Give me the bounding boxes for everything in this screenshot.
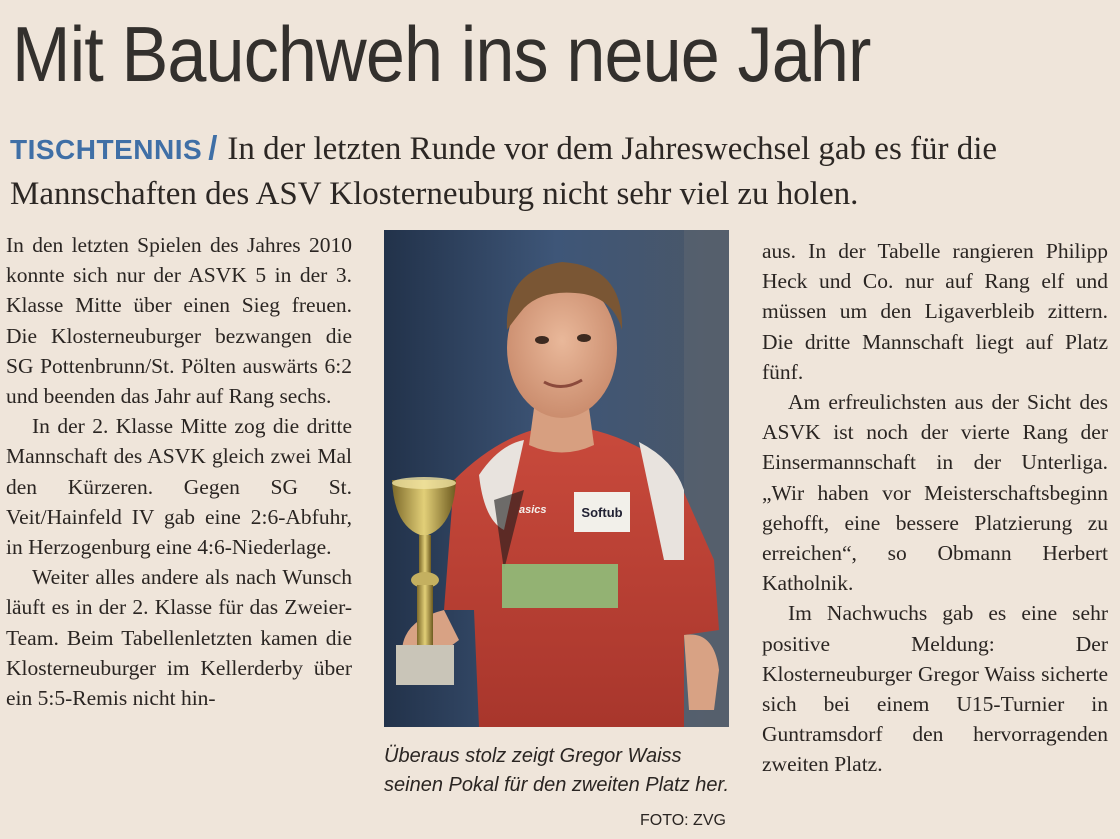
shirt-logo-label: asics	[519, 504, 547, 516]
paragraph: In der 2. Klasse Mitte zog die dritte Mannschaft des ASVK gleich zwei Mal den Kürzeren. Gegen SG St. Veit/Hainfeld IV gab eine 2:6-Abfuhr, in Herzogenburg eine 4:6-Niederlage.	[6, 414, 352, 560]
lead-paragraph	[10, 126, 1110, 216]
photo-credit: FOTO: ZVG	[640, 812, 726, 829]
photo-caption: Überaus stolz zeigt Gregor Waiss seinen Pokal für den zweiten Platz her.	[384, 745, 730, 796]
headline: Mit Bauchweh ins neue Jahr	[12, 10, 871, 98]
paragraph: Im Nachwuchs gab es eine sehr positive Meldung: Der Klosterneuburger Gregor Waiss sicherte sich bei einem U15-Turnier in Guntramsdorf den hervorragenden zweiten Platz.	[762, 601, 1108, 777]
kicker-separator: /	[208, 129, 218, 166]
article-photo	[384, 230, 729, 727]
article-column-1	[6, 230, 352, 713]
paragraph: aus. In der Tabelle rangieren Philipp Heck und Co. nur auf Rang elf und müssen um den Ligaverbleib zittern. Die dritte Mannschaft liegt auf Platz fünf.	[762, 239, 1108, 384]
section-kicker: TISCHTENNIS	[10, 134, 203, 165]
lead-text: In der letzten Runde vor dem Jahreswechsel gab es für die Mannschaften des ASV Klosterneuburg nicht sehr viel zu holen.	[10, 131, 998, 212]
shirt-sponsor-label: Softub	[581, 505, 623, 520]
paragraph: Am erfreulichsten aus der Sicht des ASVK ist noch der vierte Rang der Einsermannschaft in der Unterliga. „Wir haben vor Meisterschaftsbeginn gehofft, eine bessere Platzierung zu erreichen“, so Obmann Herbert Katholnik.	[762, 390, 1108, 596]
photo-player-with-trophy	[384, 230, 729, 727]
article-column-2	[762, 236, 1108, 780]
paragraph: In den letzten Spielen des Jahres 2010 konnte sich nur der ASVK 5 in der 3. Klasse Mitte über einen Sieg freuen. Die Klosterneuburger bezwangen die SG Pottenbrunn/St. Pölten auswärts 6:2 und beenden das Jahr auf Rang sechs.	[6, 233, 352, 409]
paragraph: Weiter alles andere als nach Wunsch läuft es in der 2. Klasse für das Zweier-Team. Beim Tabellenletzten kamen die Klosterneuburger im Kellerderby über ein 5:5-Remis nicht hin-	[6, 565, 352, 711]
